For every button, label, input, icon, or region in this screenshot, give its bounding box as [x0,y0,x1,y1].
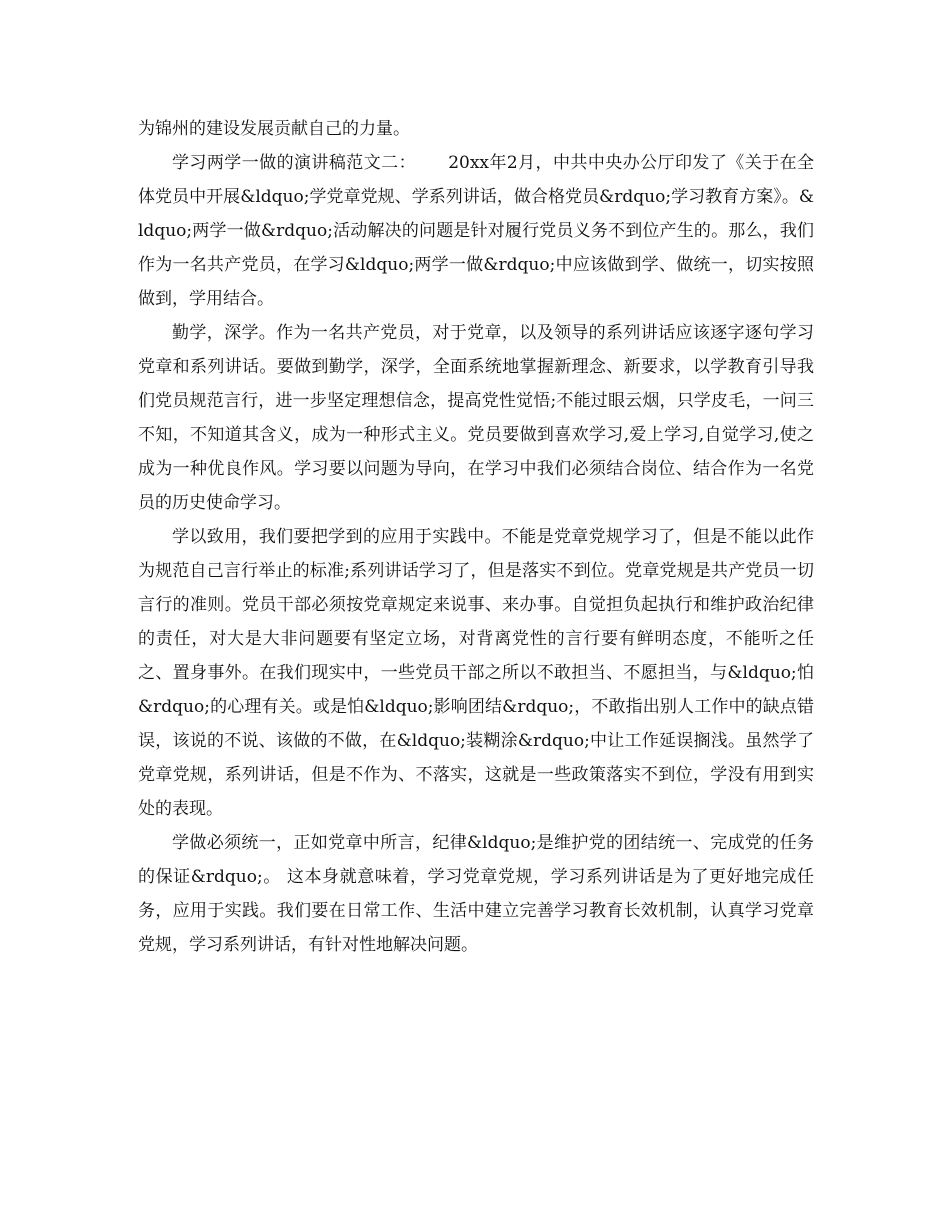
paragraph-apply-learning: 学以致用，我们要把学到的应用于实践中。不能是党章党规学习了，但是不能以此作为规范自己言行举止的标准;系列讲话学习了，但是落实不到位。党章党规是共产党员一切言行的准则。党员干部必须按党章规定来说事、来办事。自觉担负起执行和维护政治纪律的责任，对大是大非问题要有坚定立场，对背离党性的言行要有鲜明态度，不能听之任之、置身事外。在我们现实中，一些党员干部之所以不敢担当、不愿担当，与&ldquo;怕&rdquo;的心理有关。或是怕&ldquo;影响团结&rdquo;，不敢指出别人工作中的缺点错误，该说的不说、该做的不做，在&ldquo;装糊涂&rdquo;中让工作延误搁浅。虽然学了党章党规，系列讲话，但是不作为、不落实，这就是一些政策落实不到位，学没有用到实处的表现。 [138,527,814,819]
paragraph-intro: 学习两学一做的演讲稿范文二： 20xx年2月，中共中央办公厅印发了《关于在全体党员中开展&ldquo;学党章党规、学系列讲话，做合格党员&rdquo;学习教育方案》。&ldquo;两学一做&rdquo;活动解决的问题是针对履行党员义务不到位产生的。那么，我们作为一名共产党员，在学习&ldquo;两学一做&rdquo;中应该做到学、做统一，切实按照做到，学用结合。 [138,153,814,309]
paragraph-unity-of-study-and-practice: 学做必须统一，正如党章中所言，纪律&ldquo;是维护党的团结统一、完成党的任务的保证&rdquo;。 这本身就意味着，学习党章党规，学习系列讲话是为了更好地完成任务，应用于实践。我们要在日常工作、生活中建立完善学习教育长效机制，认真学习党章党规，学习系列讲话，有针对性地解决问题。 [138,833,814,955]
paragraph-diligent-study: 勤学，深学。作为一名共产党员，对于党章，以及领导的系列讲话应该逐字逐句学习党章和系列讲话。要做到勤学，深学，全面系统地掌握新理念、新要求，以学教育引导我们党员规范言行，进一步坚定理想信念，提高党性觉悟;不能过眼云烟，只学皮毛，一问三不知，不知道其含义，成为一种形式主义。党员要做到喜欢学习,爱上学习,自觉学习,使之成为一种优良作风。学习要以问题为导向，在学习中我们必须结合岗位、结合作为一名党员的历史使命学习。 [138,323,814,513]
document-body [138,112,814,962]
paragraph-continuation: 为锦州的建设发展贡献自己的力量。 [138,119,410,139]
